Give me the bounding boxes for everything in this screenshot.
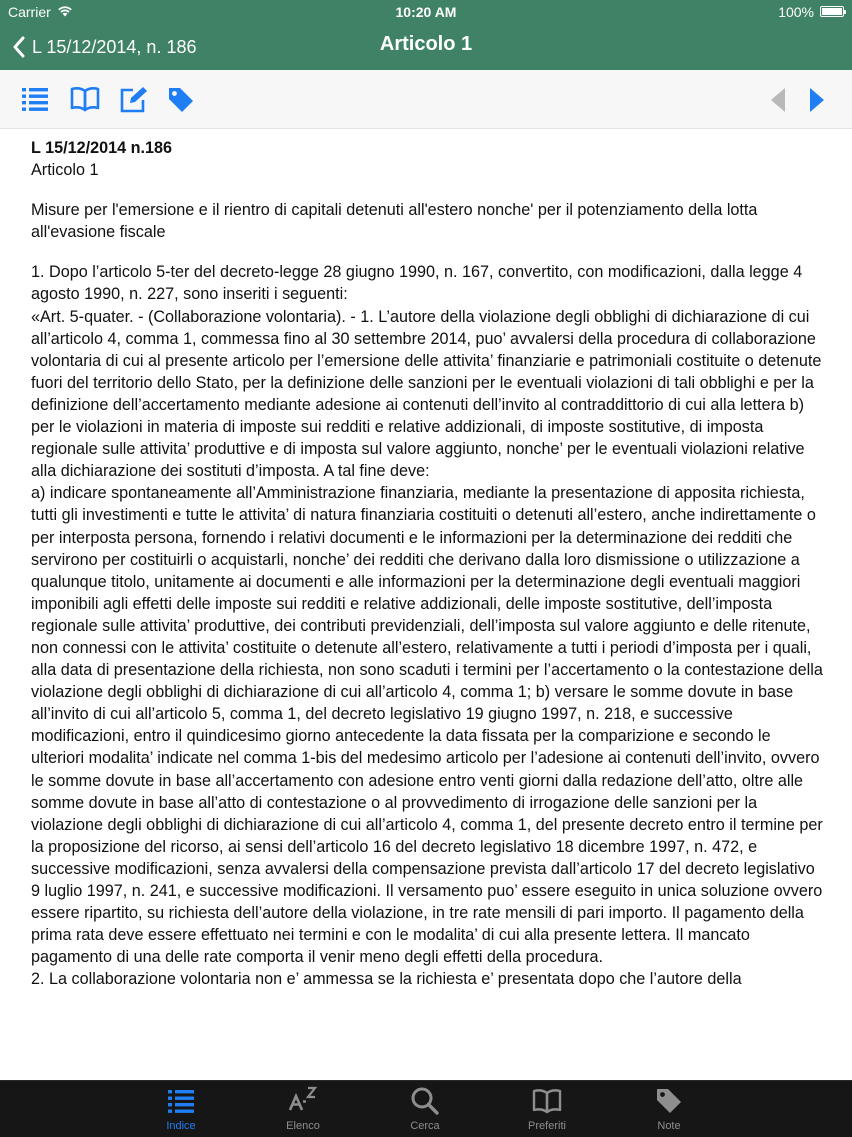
edit-note-button[interactable] — [119, 86, 149, 114]
tab-label: Note — [657, 1120, 681, 1132]
tab-bar — [0, 1080, 852, 1137]
tab-indice[interactable] — [131, 1081, 231, 1137]
navigation-bar — [0, 0, 852, 70]
book-icon — [532, 1086, 562, 1116]
toolbar — [0, 70, 852, 129]
status-time: 10:20 AM — [395, 4, 457, 20]
tag-icon — [654, 1086, 684, 1116]
tab-label: Elenco — [286, 1120, 320, 1132]
carrier-label: Carrier — [8, 4, 51, 20]
tag-icon — [167, 86, 195, 114]
az-sort-icon — [288, 1086, 318, 1116]
article-content[interactable] — [31, 137, 826, 1072]
battery-icon — [820, 6, 844, 17]
tag-button[interactable] — [167, 86, 197, 114]
prev-arrow-icon — [767, 86, 791, 114]
tab-preferiti[interactable] — [497, 1081, 597, 1137]
page-title: Articolo 1 — [379, 33, 473, 55]
tab-note[interactable] — [619, 1081, 719, 1137]
previous-article-button[interactable] — [767, 86, 797, 114]
law-title: L 15/12/2014 n.186 — [31, 139, 173, 157]
tab-elenco[interactable] — [253, 1081, 353, 1137]
article-number: Articolo 1 — [31, 161, 99, 180]
book-icon — [70, 86, 100, 112]
back-button-label: L 15/12/2014, n. 186 — [32, 36, 197, 57]
status-bar — [0, 0, 852, 24]
edit-icon — [119, 86, 149, 114]
next-article-button[interactable] — [806, 86, 836, 114]
search-icon — [410, 1086, 440, 1116]
article-body: 1. Dopo l’articolo 5-ter del decreto-legge 28 giugno 1990, n. 167, convertito, con modificazioni, dalla legge 4 agosto 1990, n. 227, sono inseriti i seguenti: «Art. 5-quater. - (Collaborazione volontaria). - 1. L’autore della violazione degli obblighi di dichiarazione di cui all’articolo 4, comma 1, commessa fino al 30 settembre 2014, puo’ avvalersi della procedura di collaborazione volontaria di cui al presente articolo per l’emersione delle attivita’ finanziarie e patrimoniali costituite o detenute fuori del territorio dello Stato, per la definizione delle sanzioni per le eventuali violazioni di tali obblighi e per la definizione dell’accertamento mediante adesione ai contenuti dell’invito al contraddittorio di cui alla lettera b) per le violazioni in materia di imposte sui redditi e relative addizionali, di imposte sostitutive, di imposta regionale sulle attivita’ produttive e di imposta sul valore aggiunto, nonche’ per le eventuali violazioni relative alla dichiarazione dei sostituti d’imposta. A tal fine deve: a) indicare spontaneamente all’Amministrazione finanziaria, mediante la presentazione di apposita richiesta, tutti gli investimenti e tutte le attivita’ di natura finanziaria costituiti o detenuti all’estero, anche indirettamente o per interposta persona, fornendo i relativi documenti e le informazioni per la determinazione dei redditi che servirono per costituirli o acquistarli, nonche’ dei redditi che derivano dalla loro dismissione o utilizzazione a qualunque titolo, unitamente ai documenti e alle informazioni per la determinazione degli eventuali maggiori imponibili agli effetti delle imposte sui redditi e relative addizionali, delle imposte sostitutive, dell’imposta regionale sulle attivita’ produttive, dei contributi previdenziali, dell’imposta sul valore aggiunto e delle ritenute, non connessi con le attivita’ costituite o detenute all’estero, relativamente a tutti i periodi d’imposta per i quali, alla data di presentazione della richiesta, non sono scaduti i termini per l’accertamento o la contestazione della violazione degli obblighi di dichiarazione di cui all’articolo 4, comma 1; b) versare le somme dovute in base all’invito di cui all’articolo 5, comma 1, del decreto legislativo 19 giugno 1997, n. 218, e successive modificazioni, entro il quindicesimo giorno antecedente la data fissata per la comparizione e secondo le ulteriori modalita’ indicate nel comma 1-bis del medesimo articolo per l’adesione ai contenuti dell’invito, ovvero le somme dovute in base all’accertamento con adesione entro venti giorni dalla redazione dell’atto, oltre alle somme dovute in base all’atto di contestazione o al provvedimento di irrogazione delle sanzioni per la violazione degli obblighi di dichiarazione di cui all’articolo 4, comma 1, del presente decreto entro il termine per la proposizione del ricorso, ai sensi dell’articolo 16 del decreto legislativo 18 dicembre 1997, n. 472, e successive modificazioni, senza avvalersi della compensazione prevista dall’articolo 17 del decreto legislativo 9 luglio 1997, n. 241, e successive modificazioni. Il versamento puo’ essere eseguito in unica soluzione ovvero essere ripartito, su richiesta dell’autore della violazione, in tre rate mensili di pari importo. Il pagamento della prima rata deve essere effettuato nei termini e con le modalita’ di cui alla presente lettera. Il mancato pagamento di una delle rate comporta il venir meno degli effetti della procedura. 2. La collaborazione volontaria non e’ ammessa se la richiesta e’ presentata dopo che l’autore della — [31, 263, 823, 989]
bookmark-button[interactable] — [70, 86, 100, 114]
next-arrow-icon — [806, 86, 830, 114]
tab-label: Indice — [166, 1120, 196, 1132]
article-heading: Misure per l'emersione e il rientro di capitali detenuti all'estero nonche' per il potenziamento della lotta all'evasione fiscale — [31, 201, 758, 242]
tab-label: Preferiti — [528, 1120, 566, 1132]
battery-percent: 100% — [778, 4, 814, 20]
index-list-button[interactable] — [21, 86, 51, 114]
list-icon — [21, 86, 49, 112]
list-icon — [166, 1086, 196, 1116]
tab-cerca[interactable] — [375, 1081, 475, 1137]
tab-label: Cerca — [410, 1120, 440, 1132]
